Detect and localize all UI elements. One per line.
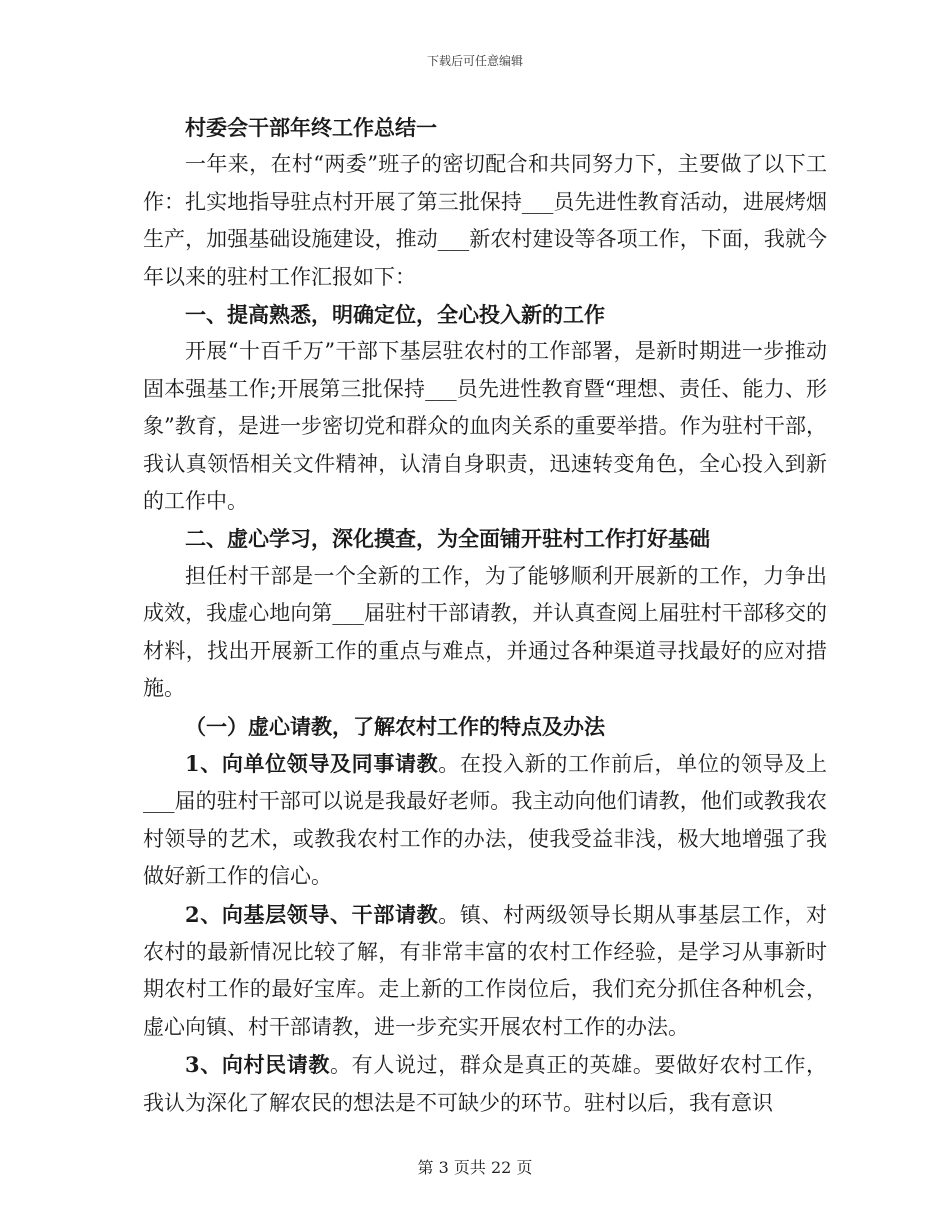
item-3-paragraph	[143, 1046, 827, 1122]
subsection-1-heading: （一）虚心请教，了解农村工作的特点及办法	[185, 713, 605, 739]
section-2-heading: 二、虚心学习，深化摸查，为全面铺开驻村工作打好基础	[185, 526, 710, 552]
item-2-lead: 2、向基层领导、干部请教	[185, 901, 439, 927]
page-header-note: 下载后可任意编辑	[426, 54, 523, 68]
item-1-paragraph	[143, 745, 827, 896]
page-number-footer: 第 3 页共 22 页	[417, 1158, 533, 1177]
item-3-body: 。有人说过，群众是真正的英雄。要做好农村工作，我认为深化了解农民的想法是不可缺少的环节。驻村以后，我有意识	[143, 1053, 827, 1115]
intro-paragraph: 一年来，在村“两委”班子的密切配合和共同努力下，主要做了以下工作：扎实地指导驻点村开展了第三批保持___员先进性教育活动，进展烤烟生产，加强基础设施建设，推动___新农村建设等各项工作，下面，我就今年以来的驻村工作汇报如下：	[143, 152, 827, 289]
document-body	[143, 109, 827, 1122]
section-1-paragraph: 开展“十百千万”干部下基层驻农村的工作部署，是新时期进一步推动固本强基工作;开展第三批保持___员先进性教育暨“理想、责任、能力、形象”教育，是进一步密切党和群众的血肉关系的重要举措。作为驻村干部，我认真领悟相关文件精神，认清自身职责，迅速转变角色，全心投入到新的工作中。	[143, 339, 827, 514]
item-1-lead: 1、向单位领导及同事请教	[185, 750, 439, 776]
item-3-lead: 3、向村民请教	[185, 1052, 331, 1078]
item-2-paragraph	[143, 896, 827, 1047]
item-2-body: 。镇、村两级领导长期从事基层工作，对农村的最新情况比较了解，有非常丰富的农村工作经验，是学习从事新时期农村工作的最好宝库。走上新的工作岗位后，我们充分抓住各种机会，虚心向镇、村干部请教，进一步充实开展农村工作的办法。	[143, 902, 827, 1039]
document-title: 村委会干部年终工作总结一	[185, 115, 437, 140]
section-2-paragraph: 担任村干部是一个全新的工作，为了能够顺利开展新的工作，力争出成效，我虚心地向第___届驻村干部请教，并认真查阅上届驻村干部移交的材料，找出开展新工作的重点与难点，并通过各种渠道寻找最好的应对措施。	[143, 563, 827, 701]
item-1-body: 。在投入新的工作前后，单位的领导及上___届的驻村干部可以说是我最好老师。我主动向他们请教，他们或教我农村领导的艺术，或教我农村工作的办法，使我受益非浅，极大地增强了我做好新工作的信心。	[143, 751, 827, 889]
section-1-heading: 一、提高熟悉，明确定位，全心投入新的工作	[185, 302, 605, 328]
